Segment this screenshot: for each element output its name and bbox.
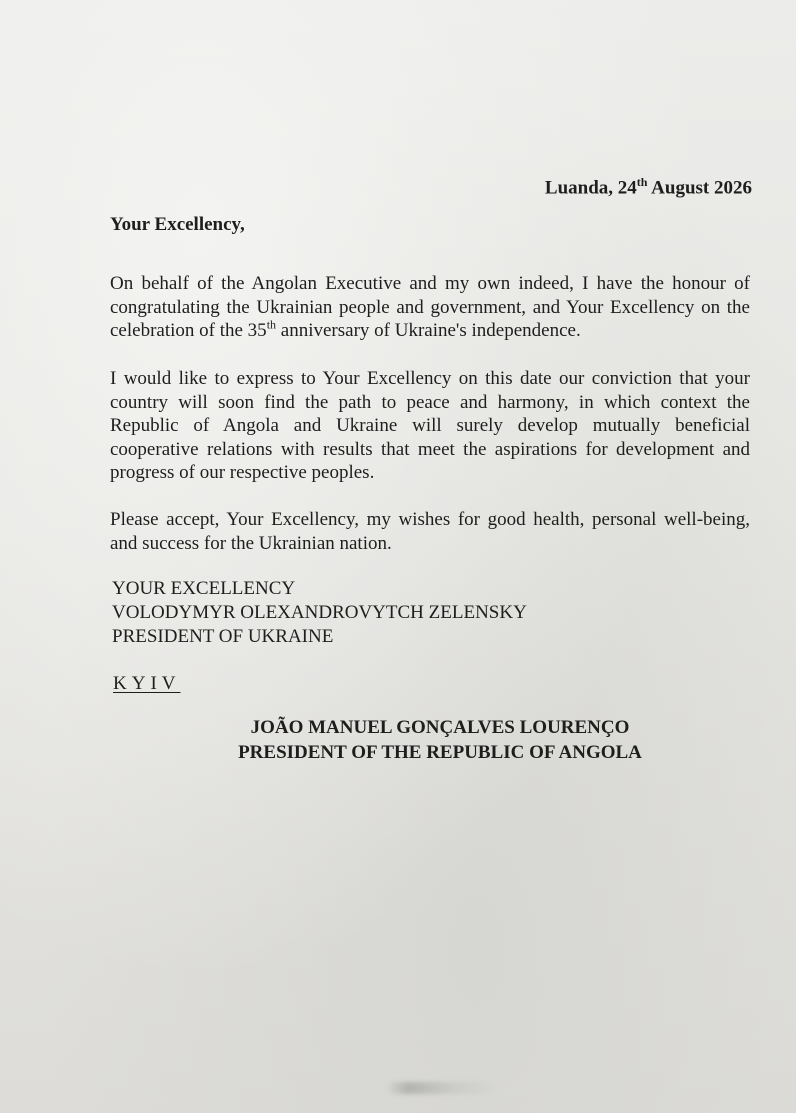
addressee-city: KYIV [113,673,181,694]
blurred-mark [386,1082,496,1094]
date-suffix: August 2026 [647,177,752,199]
addressee-honorific: YOUR EXCELLENCY [112,578,296,599]
paragraph-1-text-b: anniversary of Ukraine's independence. [276,320,581,341]
paragraph-congratulations [110,272,750,343]
date-prefix: Luanda, 24 [544,177,637,199]
letter-date [545,175,752,199]
paragraph-wishes: Please accept, Your Excellency, my wishes for good health, personal well-being, and success for the Ukrainian nation. [110,509,750,554]
signatory-name: JOÃO MANUEL GONÇALVES LOURENÇO [250,717,630,738]
date-ordinal-suffix: th [636,175,648,189]
salutation: Your Excellency, [110,214,245,235]
paragraph-conviction: I would like to express to Your Excellency on this date our conviction that your country will soon find the path to peace and harmony, in which context the Republic of Angola and Ukraine will surely develop mutually beneficial cooperative relations with results that meet the aspirations for development and progress of our respective peoples. [110,368,750,483]
paragraph-1-ordinal-suffix: th [266,317,277,332]
paragraph-1-text-a: On behalf of the Angolan Executive and my own indeed, I have the honour of congratulating the Ukrainian people and government, and Your Excellency on the celebration of the 35 [110,273,750,341]
addressee-name: VOLODYMYR OLEXANDROVYTCH ZELENSKY [112,602,527,623]
signatory-block [160,715,720,765]
signatory-title: PRESIDENT OF THE REPUBLIC OF ANGOLA [238,742,642,763]
addressee-title: PRESIDENT OF UKRAINE [112,626,334,647]
addressee-block [112,577,527,649]
